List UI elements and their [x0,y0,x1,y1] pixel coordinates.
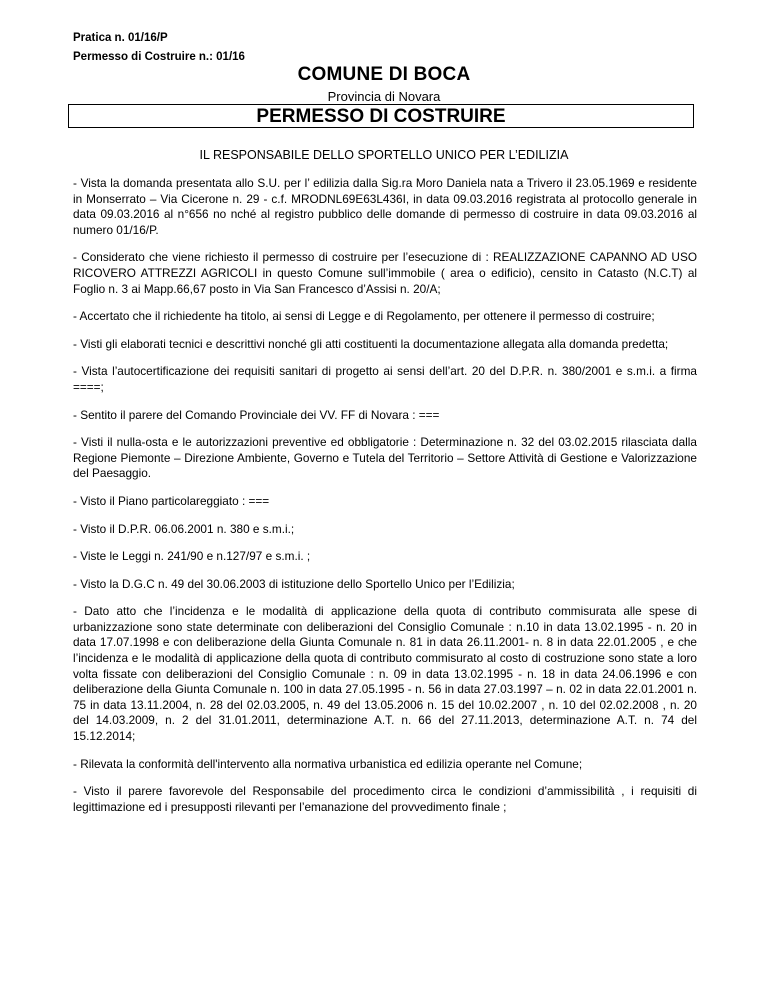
document-body [73,176,697,827]
paragraph-considerato: - Considerato che viene richiesto il permesso di costruire per l’esecuzione di : REALIZZAZIONE CAPANNO AD USO RICOVERO ATTREZZI AGRICOLI in questo Comune sull’immobile ( area o edificio), censito in Catasto (N.C.T) al Foglio n. 3 ai Mapp.66,67 posto in Via San Francesco d’Assisi n. 20/A; [73,250,697,296]
paragraph-parere-favorevole: - Visto il parere favorevole del Responsabile del procedimento circa le condizioni d’ammissibilità , i requisiti di legittimazione ed i presupposti rilevanti per l’emanazione del provvedimento finale ; [73,784,697,814]
responsabile-heading: IL RESPONSABILE DELLO SPORTELLO UNICO PER L’EDILIZIA [199,148,569,162]
paragraph-sentito-parere: - Sentito il parere del Comando Provinciale dei VV. FF di Novara : === [73,407,440,422]
paragraph-dato-atto: - Dato atto che l’incidenza e le modalità di applicazione della quota di contributo commisurata alle spese di urbanizzazione sono state determinate con deliberazioni del Consiglio Comunale : n.10 in data 13.02.1995 - n. 20 in data 17.07.1998 e con deliberazione della Giunta Comunale n. 81 in data 26.11.2001- n. 8 in data 22.01.2005 , e che l’incidenza e le modalità di applicazione della quota di contributo commisurato al costo di costruzione sono state a loro volta fissate con deliberazioni del Consiglio Comunale : n. 09 in data 13.02.1995 - n. 18 in data 24.06.1996 e con deliberazione della Giunta Comunale n. 100 in data 27.05.1995 - n. 56 in data 27.03.1997 – n. 02 in data 22.01.2001 n. 75 in data 13.11.2004, n. 28 del 02.03.2005, n. 49 del 13.05.2006 n. 15 del 10.02.2007 , n. 10 del 02.02.2008 , n. 20 del 14.03.2009, n. 2 del 31.01.2011, determinazione A.T. n. 66 del 27.11.2013, determinazione A.T. n. 74 del 15.12.2014; [73,604,697,744]
paragraph-nulla-osta: - Visti il nulla-osta e le autorizzazioni preventive ed obbligatorie : Determinazione n. 32 del 03.02.2015 rilasciata dalla Regione Piemonte – Direzione Ambiente, Governo e Tutela del Territorio – Settore Attività di Gestione e Valorizzazione del Paesaggio. [73,435,697,481]
pratica-number: Pratica n. 01/16/P [73,32,168,44]
paragraph-dgc: - Visto la D.G.C n. 49 del 30.06.2003 di istituzione dello Sportello Unico per l’Edilizia; [73,576,515,591]
permesso-number: Permesso di Costruire n.: 01/16 [73,51,245,63]
paragraph-dpr: - Visto il D.P.R. 06.06.2001 n. 380 e s.m.i.; [73,521,295,536]
paragraph-piano: - Visto il Piano particolareggiato : === [73,493,270,508]
paragraph-rilevata: - Rilevata la conformità dell'intervento alla normativa urbanistica ed edilizia operante nel Comune; [73,756,583,771]
document-title: PERMESSO DI COSTRUIRE [68,104,694,128]
document-meta [73,29,245,67]
paragraph-autocertificazione: - Vista l’autocertificazione dei requisiti sanitari di progetto ai sensi dell’art. 20 del D.P.R. n. 380/2001 e s.m.i. a firma ====; [73,364,697,394]
paragraph-accertato: - Accertato che il richiedente ha titolo, ai sensi di Legge e di Regolamento, per ottenere il permesso di costruire; [73,309,655,324]
comune-title: COMUNE DI BOCA [297,64,471,85]
provincia-subtitle: Provincia di Novara [327,89,441,104]
paragraph-visti-elaborati: - Visti gli elaborati tecnici e descrittivi nonché gli atti costituenti la documentazione allegata alla domanda predetta; [73,336,669,351]
paragraph-vista-domanda: - Vista la domanda presentata allo S.U. per l’ edilizia dalla Sig.ra Moro Daniela nata a Trivero il 23.05.1969 e residente in Monserrato – Via Cicerone n. 29 - c.f. MRODNL69E63L436I, in data 09.03.2016 registrata al protocollo generale in data 09.03.2016 al n°656 no nché al registro pubblico delle domande di permesso di costruire in data 09.03.2016 al numero 01/16/P. [73,176,697,237]
paragraph-leggi: - Viste le Leggi n. 241/90 e n.127/97 e s.m.i. ; [73,549,311,564]
